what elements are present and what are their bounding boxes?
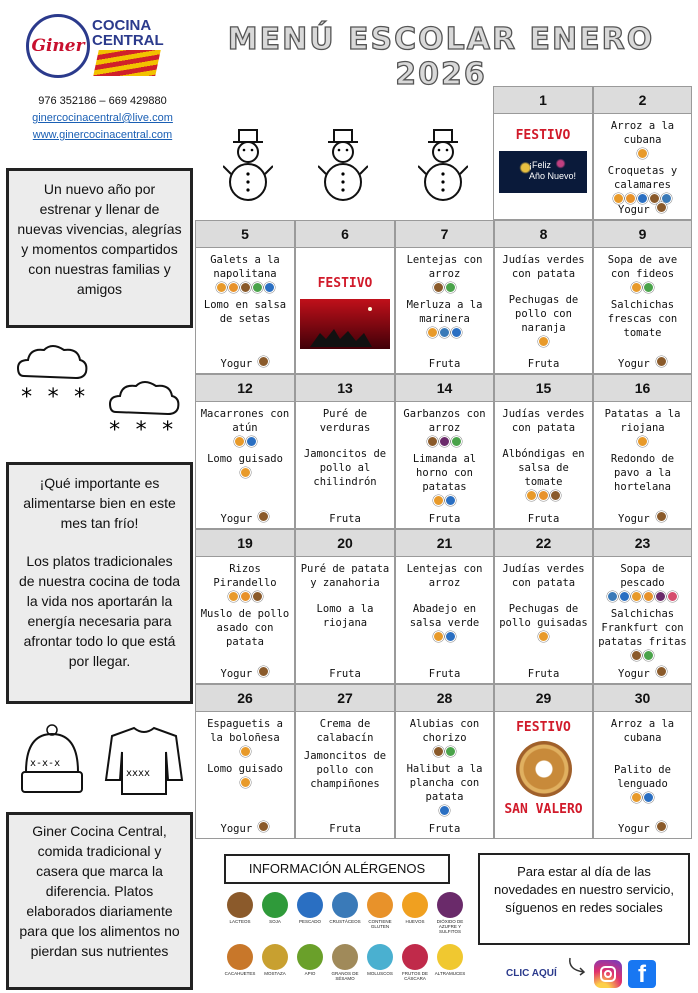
dessert: Fruta	[428, 668, 461, 680]
allergen-label: PESCADO	[298, 919, 321, 924]
company-text: Giner Cocina Central, comida tradicional y casera que marca la diferencia. Platos elaborados diariamente para que los alimentos no pierdan sus nutrientes	[19, 823, 180, 959]
day-cell-30	[593, 684, 692, 839]
allergen-item	[364, 892, 396, 929]
day-number: 22	[495, 530, 592, 557]
day-number: 30	[594, 685, 691, 712]
day-cell-26	[195, 684, 295, 839]
instagram-icon[interactable]	[594, 960, 622, 988]
day-number: 20	[296, 530, 394, 557]
first-course: Patatas a la riojana	[604, 408, 681, 434]
winter-text-2: Los platos tradicionales de nuestra cocina de toda la vida nos aportarán la energía necesaria para afrontar todo lo que está por llegar.	[18, 553, 181, 669]
first-course: Lentejas con arroz	[406, 254, 483, 280]
first-course: Rizos Pirandello	[213, 563, 277, 589]
first-course: Judías verdes con patata	[502, 563, 585, 589]
snowman-icon	[318, 128, 368, 208]
new-year-fireworks-image	[499, 151, 587, 193]
allergen-item	[259, 892, 291, 924]
second-course: Salchichas frescas con tomate	[607, 299, 678, 339]
allergen-label: HUEVOS	[405, 919, 425, 924]
dessert: Fruta	[428, 513, 461, 525]
first-course: Sopa de ave con fideos	[607, 254, 678, 280]
first-course: Macarrones con atún	[200, 408, 290, 434]
day-number: 13	[296, 375, 394, 402]
day-number: 5	[196, 221, 294, 248]
day-number: 6	[296, 221, 394, 248]
allergen-item	[434, 944, 466, 976]
second-course: Lomo guisado	[207, 453, 283, 465]
dessert: Fruta	[329, 823, 361, 835]
day-number: 7	[396, 221, 493, 248]
aragon-flag-icon	[93, 50, 161, 76]
logo-line-1: COCINA	[92, 17, 152, 34]
day-cell-19	[195, 529, 295, 684]
three-kings-image	[300, 299, 390, 349]
allergen-label: MOLUSCOS	[367, 971, 393, 976]
dessert: Yogur	[220, 668, 253, 680]
allergen-item	[224, 892, 256, 924]
day-number: 28	[396, 685, 493, 712]
snow-clouds-icon	[12, 342, 192, 437]
day-cell-21	[395, 529, 494, 684]
lupin-icon	[437, 944, 463, 970]
wheat-icon	[367, 892, 393, 918]
day-cell-22	[494, 529, 593, 684]
day-cell-27	[295, 684, 395, 839]
second-course: Jamoncitos de pollo al chilindrón	[303, 448, 387, 488]
first-course: Arroz a la cubana	[610, 120, 675, 146]
second-course: Lomo guisado	[207, 763, 283, 775]
allergen-item	[329, 944, 361, 981]
peanut-icon	[227, 944, 253, 970]
allergen-item	[259, 944, 291, 976]
day-cell-13	[295, 374, 395, 529]
allergen-label: FRUTOS DE CÁSCARA	[402, 971, 428, 981]
facebook-icon[interactable]: f	[628, 960, 656, 988]
arrow-icon	[566, 954, 590, 976]
dessert: Yogur	[220, 358, 253, 370]
intro-text: Un nuevo año por estrenar y llenar de nuevas vivencias, alegrías y momentos compartidos con nuestras familias y amigos	[17, 181, 182, 297]
festivo-label: FESTIVO	[317, 276, 373, 291]
dessert: Yogur	[618, 668, 650, 680]
day-number: 27	[296, 685, 394, 712]
first-course: Judías verdes con patata	[502, 254, 585, 280]
day-number: 21	[396, 530, 493, 557]
second-course: Lomo en salsa de setas	[203, 299, 287, 325]
nut-icon	[402, 944, 428, 970]
day-number: 8	[495, 221, 592, 248]
snowman-icon	[223, 128, 273, 208]
day-number: 14	[396, 375, 493, 402]
day-number: 12	[196, 375, 294, 402]
logo-script: Giner	[31, 36, 85, 56]
day-cell-15	[494, 374, 593, 529]
allergen-item	[329, 892, 361, 924]
second-course: Muslo de pollo asado con patata	[200, 608, 290, 648]
second-course: Limanda al horno con patatas	[412, 453, 477, 493]
website-link[interactable]: www.ginercocinacentral.com	[32, 129, 173, 141]
second-course: Pechugas de pollo con naranja	[508, 294, 579, 334]
click-here-link[interactable]: CLIC AQUÍ	[506, 968, 557, 979]
day-cell-9	[593, 220, 692, 374]
first-course: Arroz a la cubana	[610, 718, 675, 744]
email-link[interactable]: ginercocinacentral@live.com	[32, 112, 173, 124]
day-cell-29	[494, 684, 593, 839]
festivo-label: FESTIVO	[516, 720, 571, 735]
new-year-text-1: ¡Feliz	[529, 160, 551, 170]
page-title: MENÚ ESCOLAR ENERO 2026	[227, 22, 655, 92]
day-cell-2	[593, 86, 692, 220]
milk-icon	[227, 892, 253, 918]
day-number: 15	[495, 375, 592, 402]
follow-text: Para estar al día de las novedades en nuestro servicio, síguenos en redes sociales	[494, 864, 674, 915]
dessert: Yogur	[220, 823, 253, 835]
logo-line-2: CENTRAL	[92, 32, 164, 49]
brand-logo	[26, 14, 90, 78]
social-follow-box	[478, 853, 690, 945]
dessert: Fruta	[329, 513, 361, 525]
svg-text:* * *: * * *	[108, 418, 175, 437]
allergen-item	[434, 892, 466, 934]
menu-calendar	[195, 86, 692, 839]
shell-icon	[367, 944, 393, 970]
first-course: Garbanzos con arroz	[403, 408, 486, 434]
day-number: 23	[594, 530, 691, 557]
dessert: Yogur	[220, 513, 253, 525]
new-year-text-2: Año Nuevo!	[529, 171, 577, 181]
day-cell-20	[295, 529, 395, 684]
svg-text:x-x-x: x-x-x	[30, 758, 61, 769]
allergen-info-title: INFORMACIÓN ALÉRGENOS	[224, 854, 450, 884]
day-cell-1	[493, 86, 593, 220]
company-box	[6, 812, 193, 990]
svg-text:* * *: * * *	[20, 385, 87, 410]
dessert: Fruta	[428, 358, 461, 370]
second-course: Palito de lenguado	[614, 764, 671, 790]
winter-text-1: ¡Qué importante es alimentarse bien en este mes tan frío!	[23, 475, 176, 531]
crab-icon	[332, 892, 358, 918]
dessert: Fruta	[527, 668, 560, 680]
day-number: 29	[495, 685, 592, 712]
first-course: Sopa de pescado	[620, 563, 665, 589]
fish-icon	[297, 892, 323, 918]
day-cell-16	[593, 374, 692, 529]
dessert: Fruta	[527, 513, 560, 525]
intro-box	[6, 168, 193, 328]
day-cell-12	[195, 374, 295, 529]
first-course: Lentejas con arroz	[406, 563, 483, 589]
first-course: Puré de patata y zanahoria	[300, 563, 390, 589]
allergen-label: CACAHUETES	[224, 971, 256, 976]
second-course: Salchichas Frankfurt con patatas fritas	[598, 608, 687, 648]
second-course: Abadejo en salsa verde	[409, 603, 480, 629]
san-valero-label: SAN VALERO	[504, 802, 583, 817]
first-course: Galets a la napolitana	[210, 254, 280, 280]
day-cell-28	[395, 684, 494, 839]
dessert: Fruta	[428, 823, 461, 835]
egg-icon	[402, 892, 428, 918]
day-cell-7	[395, 220, 494, 374]
second-course: Croquetas y calamares	[607, 165, 678, 191]
second-course: Albóndigas en salsa de tomate	[502, 448, 585, 488]
day-number: 19	[196, 530, 294, 557]
second-course: Jamoncitos de pollo con champiñones	[303, 750, 387, 790]
dessert: Fruta	[329, 668, 361, 680]
allergen-label: CRUSTÁCEOS	[329, 919, 361, 924]
second-course: Merluza a la marinera	[406, 299, 483, 325]
phone-number: 976 352186 – 669 429880	[38, 95, 167, 107]
first-course: Crema de calabacín	[316, 718, 374, 744]
allergen-label: LACTEOS	[229, 919, 251, 924]
day-number: 26	[196, 685, 294, 712]
svg-text:xxxx: xxxx	[126, 768, 151, 779]
allergen-item	[399, 892, 431, 924]
day-cell-8	[494, 220, 593, 374]
dessert: Yogur	[618, 513, 650, 525]
day-number: 2	[594, 87, 691, 114]
day-cell-23	[593, 529, 692, 684]
dessert: Yogur	[618, 823, 650, 835]
allergen-item	[399, 944, 431, 981]
sesame-icon	[332, 944, 358, 970]
dessert: Yogur	[618, 358, 650, 370]
allergen-item	[294, 944, 326, 976]
second-course: Halibut a la plancha con patata	[406, 763, 483, 803]
first-course: Espaguetis a la boloñesa	[207, 718, 283, 744]
allergen-label: CONTIENE GLUTEN	[368, 919, 392, 929]
soy-icon	[262, 892, 288, 918]
allergen-item	[294, 892, 326, 924]
snowman-icon	[418, 128, 468, 208]
day-number: 9	[594, 221, 691, 248]
second-course: Redondo de pavo a la hortelana	[610, 453, 675, 493]
allergen-label: APIO	[304, 971, 316, 976]
dessert: Yogur	[618, 204, 650, 216]
roscon-image	[516, 741, 572, 797]
first-course: Judías verdes con patata	[502, 408, 585, 434]
allergen-item	[224, 944, 256, 976]
second-course: Pechugas de pollo guisadas	[499, 603, 588, 629]
first-course: Puré de verduras	[319, 408, 371, 434]
dessert: Fruta	[527, 358, 560, 370]
first-course: Alubias con chorizo	[409, 718, 480, 744]
festivo-label: FESTIVO	[515, 128, 571, 143]
second-course: Lomo a la riojana	[316, 603, 374, 629]
day-number: 16	[594, 375, 691, 402]
day-cell-5	[195, 220, 295, 374]
logo-text	[92, 18, 164, 48]
winter-box	[6, 462, 193, 704]
allergen-item	[364, 944, 396, 976]
allergen-label: DIÓXIDO DE AZUFRE Y SULFITOS	[436, 919, 464, 934]
allergen-label: ALTRAMUCES	[434, 971, 466, 976]
celery-icon	[297, 944, 323, 970]
winter-clothes-icon	[16, 722, 186, 802]
day-number: 1	[494, 87, 592, 114]
day-cell-6	[295, 220, 395, 374]
mustard-icon	[262, 944, 288, 970]
allergen-label: SOJA	[269, 919, 281, 924]
sulfite-icon	[437, 892, 463, 918]
allergen-label: MOSTAZA	[264, 971, 286, 976]
allergen-label: GRANOS DE SÉSAMO	[331, 971, 359, 981]
day-cell-14	[395, 374, 494, 529]
